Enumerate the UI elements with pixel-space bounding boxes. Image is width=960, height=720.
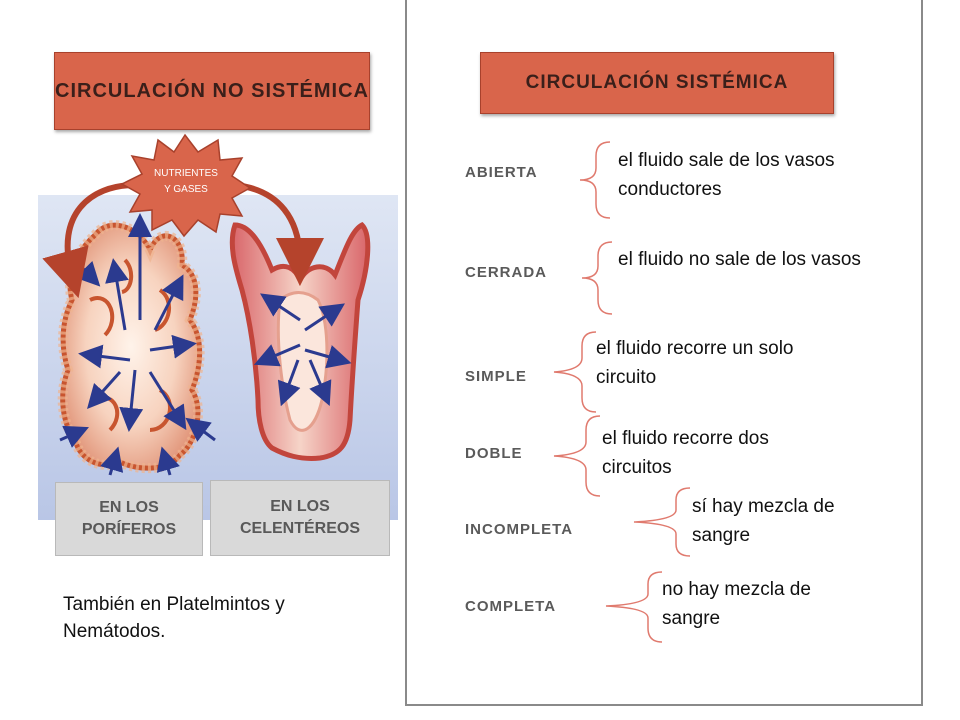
desc-cerrada: el fluido no sale de los vasos xyxy=(618,249,861,270)
desc-incompleta: sí hay mezcla de sangre xyxy=(692,496,835,547)
type-incompleta: INCOMPLETA xyxy=(465,521,574,538)
desc-simple: el fluido recorre un solo circuito xyxy=(596,338,794,389)
note-text: También en Platelmintos y Nemátodos. xyxy=(63,594,285,642)
label-poriferos: EN LOS PORÍFEROS xyxy=(55,482,203,556)
desc-doble: el fluido recorre dos circuitos xyxy=(602,428,769,479)
label-celentereos: EN LOS CELENTÉREOS xyxy=(210,480,390,556)
title-systemic: CIRCULACIÓN SISTÉMICA xyxy=(480,52,834,114)
type-simple: SIMPLE xyxy=(465,368,527,385)
title-non-systemic: CIRCULACIÓN NO SISTÉMICA xyxy=(54,52,370,130)
desc-completa: no hay mezcla de sangre xyxy=(662,579,811,630)
type-doble: DOBLE xyxy=(465,445,523,462)
burst-label-line1: NUTRIENTES xyxy=(154,168,218,179)
type-abierta: ABIERTA xyxy=(465,164,538,181)
desc-abierta: el fluido sale de los vasos conductores xyxy=(618,150,835,201)
burst-label-line2: Y GASES xyxy=(164,184,208,195)
type-cerrada: CERRADA xyxy=(465,264,547,281)
type-completa: COMPLETA xyxy=(465,598,557,615)
